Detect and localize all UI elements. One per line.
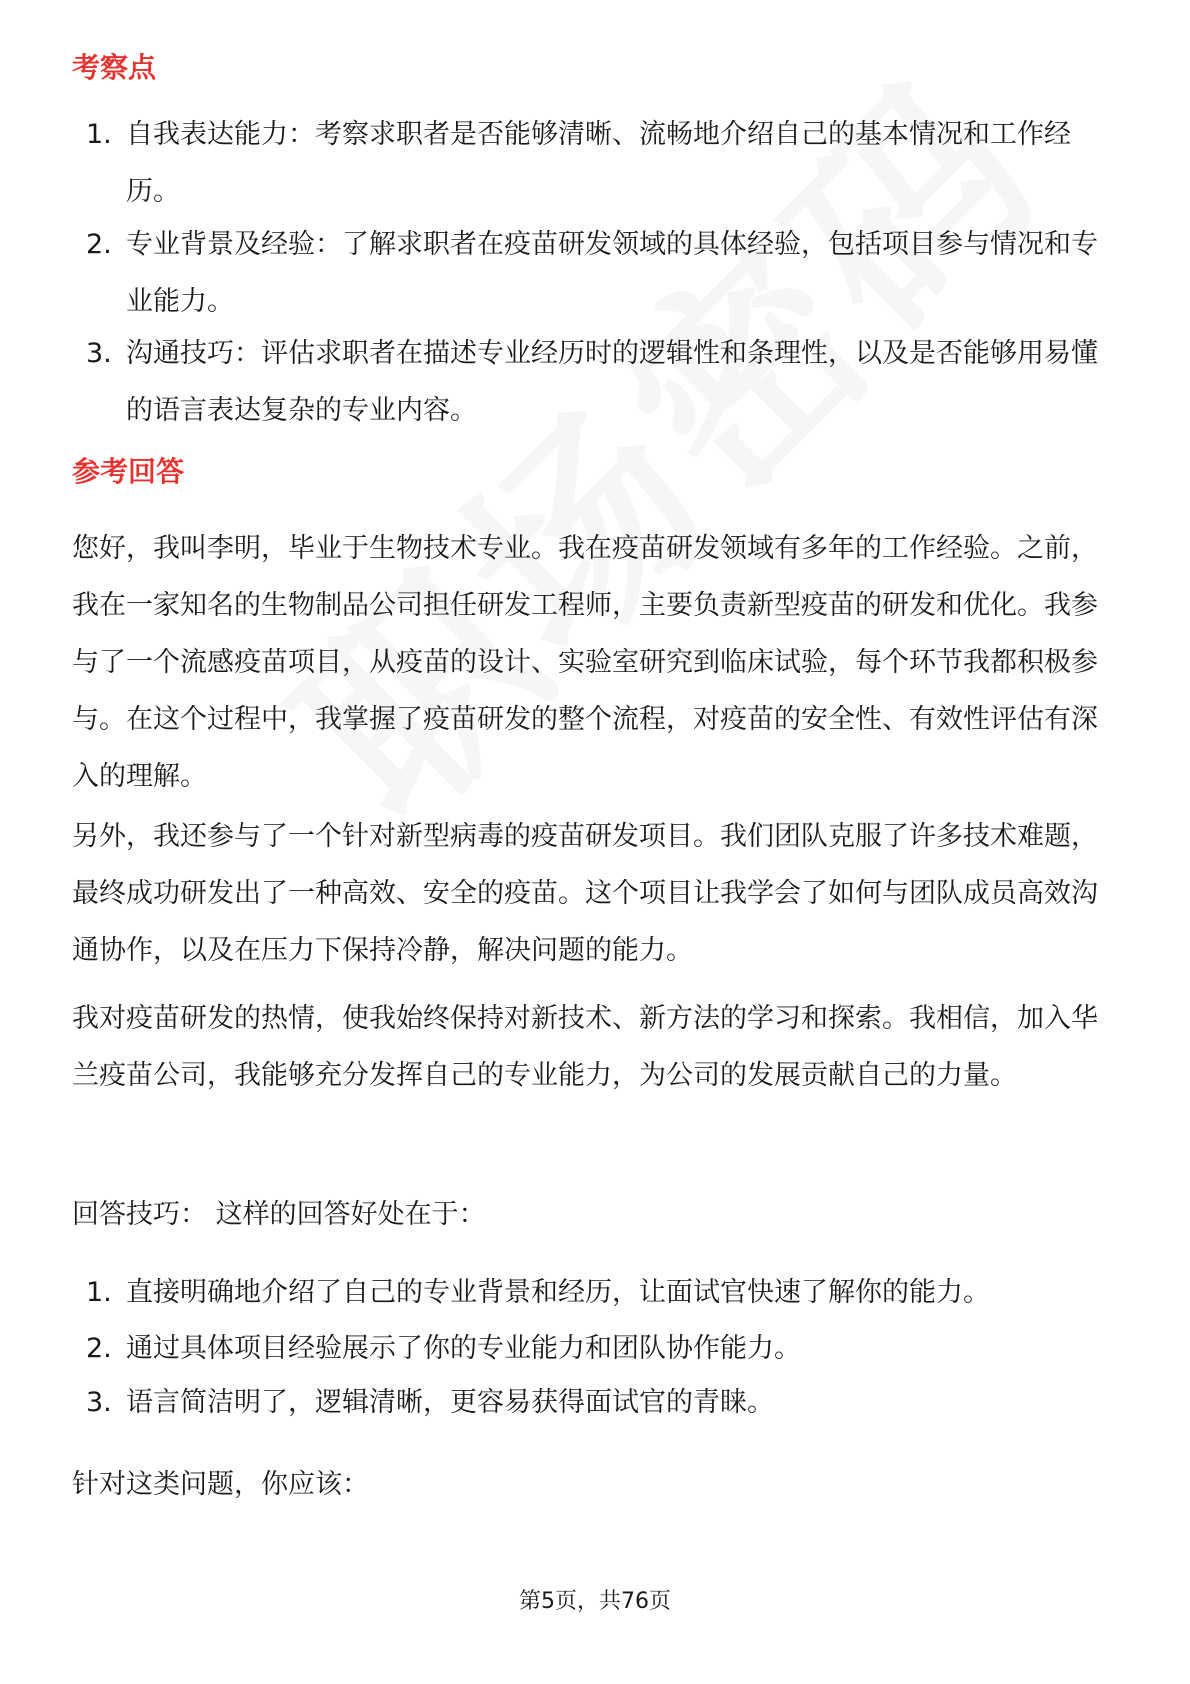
answer-paragraph: 我对疫苗研发的热情，使我始终保持对新技术、新方法的学习和探索。我相信，加入华兰疫苗公司，我能够充分发挥自己的专业能力，为公司的发展贡献自己的力量。 <box>72 1003 1098 1091</box>
list-number: 1. <box>86 1277 112 1308</box>
section-title-exam-points: 考察点 <box>72 51 157 84</box>
section-title-reference-answer: 参考回答 <box>72 455 185 488</box>
answer-paragraph: 您好，我叫李明，毕业于生物技术专业。我在疫苗研发领域有多年的工作经验。之前，我在一家知名的生物制品公司担任研发工程师，主要负责新型疫苗的研发和优化。我参与了一个流感疫苗项目，从疫苗的设计、实验室研究到临床试验，每个环节我都积极参与。在这个过程中，我掌握了疫苗研发的整个流程，对疫苗的安全性、有效性评估有深入的理解。 <box>72 533 1098 792</box>
closing-line: 针对这类问题，你应该： <box>72 1469 369 1500</box>
list-text: 通过具体项目经验展示了你的专业能力和团队协作能力。 <box>126 1333 801 1364</box>
list-text: 语言简洁明了，逻辑清晰，更容易获得面试官的青睐。 <box>126 1387 774 1418</box>
list-text: 直接明确地介绍了自己的专业背景和经历，让面试官快速了解你的能力。 <box>126 1277 990 1308</box>
list-text: 专业背景及经验：了解求职者在疫苗研发领域的具体经验，包括项目参与情况和专业能力。 <box>126 229 1098 317</box>
list-number: 2. <box>86 229 112 260</box>
page-footer: 第5页，共76页 <box>519 1589 671 1614</box>
list-number: 1. <box>86 119 112 150</box>
list-number: 3. <box>86 338 112 369</box>
list-number: 3. <box>86 1387 112 1418</box>
list-text: 沟通技巧：评估求职者在描述专业经历时的逻辑性和条理性，以及是否能够用易懂的语言表达复杂的专业内容。 <box>126 338 1098 426</box>
answer-paragraph: 另外，我还参与了一个针对新型病毒的疫苗研发项目。我们团队克服了许多技术难题，最终成功研发出了一种高效、安全的疫苗。这个项目让我学会了如何与团队成员高效沟通协作，以及在压力下保持冷静，解决问题的能力。 <box>72 821 1098 966</box>
tips-intro: 回答技巧： 这样的回答好处在于： <box>72 1199 486 1230</box>
list-text: 自我表达能力：考察求职者是否能够清晰、流畅地介绍自己的基本情况和工作经历。 <box>126 119 1071 207</box>
list-number: 2. <box>86 1333 112 1364</box>
